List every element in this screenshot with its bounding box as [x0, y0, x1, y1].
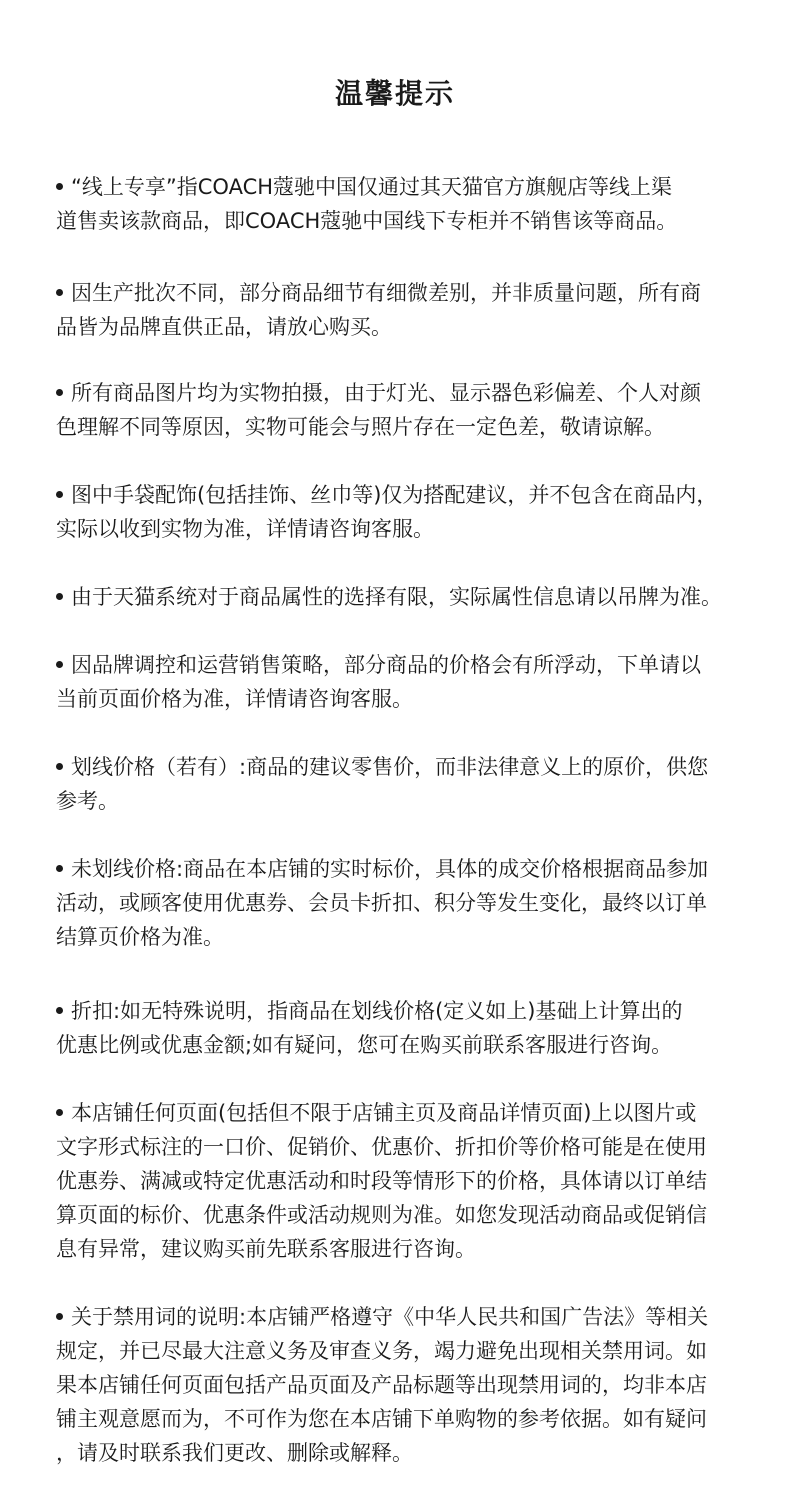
note-line: 划线价格（若有）:商品的建议零售价，而非法律意义上的原价，供您: [56, 750, 756, 784]
bullet-icon: [56, 865, 63, 872]
note-line: 关于禁用词的说明:本店铺严格遵守《中华人民共和国广告法》等相关: [56, 1300, 756, 1334]
note-line: 图中手袋配饰(包括挂饰、丝巾等)仅为搭配建议，并不包含在商品内，: [56, 478, 756, 512]
note-item-5: [56, 580, 756, 614]
note-line: 本店铺任何页面(包括但不限于店铺主页及商品详情页面)上以图片或: [56, 1096, 756, 1130]
bullet-icon: [56, 593, 63, 600]
note-line: “线上专享”指COACH蔻驰中国仅通过其天猫官方旗舰店等线上渠: [56, 170, 756, 204]
note-item-9: [56, 994, 756, 1062]
bullet-icon: [56, 661, 63, 668]
note-line: 优惠比例或优惠金额;如有疑问，您可在购买前联系客服进行咨询。: [56, 1033, 673, 1057]
note-line: 活动，或顾客使用优惠券、会员卡折扣、积分等发生变化，最终以订单: [56, 891, 707, 915]
note-item-10: [56, 1096, 756, 1266]
note-item-3: [56, 376, 756, 444]
note-line: 品皆为品牌直供正品，请放心购买。: [56, 315, 392, 339]
note-item-11: [56, 1300, 756, 1470]
note-line: 未划线价格:商品在本店铺的实时标价，具体的成交价格根据商品参加: [56, 852, 756, 886]
note-line: 道售卖该款商品，即COACH蔻驰中国线下专柜并不销售该等商品。: [56, 209, 678, 233]
bullet-icon: [56, 389, 63, 396]
note-line: 色理解不同等原因，实物可能会与照片存在一定色差，敬请谅解。: [56, 415, 665, 439]
note-line: 算页面的标价、优惠条件或活动规则为准。如您发现活动商品或促销信: [56, 1203, 707, 1227]
note-line: 文字形式标注的一口价、促销价、优惠价、折扣价等价格可能是在使用: [56, 1135, 707, 1159]
note-item-7: [56, 750, 756, 818]
note-line: 果本店铺任何页面包括产品页面及产品标题等出现禁用词的，均非本店: [56, 1373, 707, 1397]
note-line: ，请及时联系我们更改、删除或解释。: [56, 1441, 413, 1465]
bullet-icon: [56, 1109, 63, 1116]
note-line: 息有异常，建议购买前先联系客服进行咨询。: [56, 1237, 476, 1261]
note-line: 实际以收到实物为准，详情请咨询客服。: [56, 517, 434, 541]
bullet-icon: [56, 763, 63, 770]
note-line: 折扣:如无特殊说明，指商品在划线价格(定义如上)基础上计算出的: [56, 994, 756, 1028]
note-line: 参考。: [56, 789, 119, 813]
note-line: 铺主观意愿而为，不可作为您在本店铺下单购物的参考依据。如有疑问: [56, 1407, 707, 1431]
bullet-icon: [56, 1313, 63, 1320]
note-line: 由于天猫系统对于商品属性的选择有限，实际属性信息请以吊牌为准。: [56, 580, 756, 614]
note-line: 所有商品图片均为实物拍摄，由于灯光、显示器色彩偏差、个人对颜: [56, 376, 756, 410]
bullet-icon: [56, 289, 63, 296]
note-item-1: [56, 170, 756, 238]
note-line: 结算页价格为准。: [56, 925, 224, 949]
note-line: 当前页面价格为准，详情请咨询客服。: [56, 687, 413, 711]
note-item-2: [56, 276, 756, 344]
note-item-4: [56, 478, 756, 546]
note-line: 因品牌调控和运营销售策略，部分商品的价格会有所浮动，下单请以: [56, 648, 756, 682]
page-title: 温馨提示: [334, 77, 455, 110]
note-item-6: [56, 648, 756, 716]
note-line: 因生产批次不同，部分商品细节有细微差别，并非质量问题，所有商: [56, 276, 756, 310]
bullet-icon: [56, 183, 63, 190]
note-line: 优惠券、满减或特定优惠活动和时段等情形下的价格，具体请以订单结: [56, 1169, 707, 1193]
bullet-icon: [56, 491, 63, 498]
bullet-icon: [56, 1007, 63, 1014]
note-item-8: [56, 852, 756, 954]
note-line: 规定，并已尽最大注意义务及审查义务，竭力避免出现相关禁用词。如: [56, 1339, 707, 1363]
